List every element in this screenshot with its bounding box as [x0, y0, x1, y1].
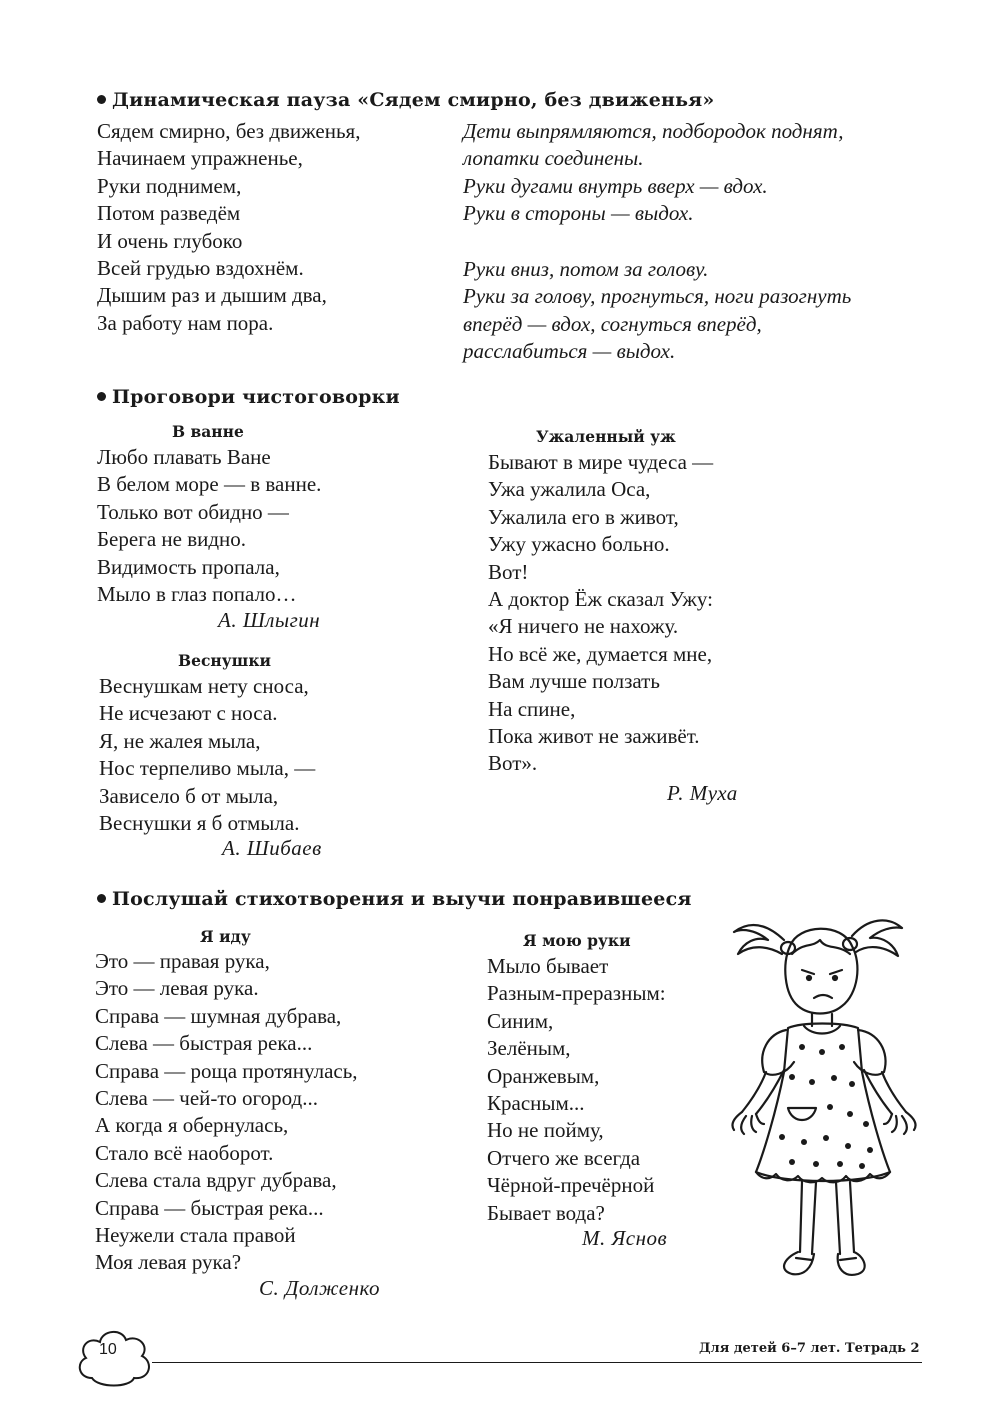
- poem-title-ya-moyu-ruki: Я мою руки: [523, 931, 631, 950]
- text-line: И очень глубоко: [97, 228, 243, 253]
- text-line: Зависело б от мыла,: [99, 783, 279, 808]
- text-line: Руки за голову, прогнуться, ноги разогнуть: [463, 284, 852, 309]
- text-line: Вот!: [488, 559, 529, 584]
- section-title-text: Послушай стихотворения и выучи понравившееся: [112, 888, 692, 910]
- text-line: Дети выпрямляются, подбородок поднят,: [463, 119, 844, 143]
- text-line: Но всё же, думается мне,: [488, 641, 713, 666]
- text-line: Сядем смирно, без движенья,: [97, 119, 361, 143]
- text-line: А когда я обернулась,: [95, 1113, 289, 1138]
- text-line: Справа — быстрая река...: [95, 1195, 324, 1220]
- text-line: Справа — шумная дубрава,: [95, 1003, 342, 1028]
- text-line: Нос терпеливо мыла, —: [99, 756, 316, 781]
- text-line: Веснушкам нету сноса,: [99, 674, 309, 698]
- text-line: Видимость пропала,: [97, 554, 280, 579]
- poem-title-uzhalenny-uzh: Ужаленный уж: [536, 427, 676, 446]
- bullet-icon: [97, 894, 106, 903]
- text-line: Ужу ужасно больно.: [488, 532, 670, 557]
- text-line: А доктор Ёж сказал Ужу:: [488, 587, 713, 612]
- text-line: лопатки соединены.: [463, 146, 644, 171]
- text-line: Синим,: [487, 1008, 554, 1033]
- text-line: Справа — роща протянулась,: [95, 1058, 358, 1083]
- text-line: Веснушки я б отмыла.: [99, 811, 300, 836]
- text-line: Ужа ужалила Оса,: [488, 477, 651, 502]
- text-line: Стало всё наоборот.: [95, 1140, 274, 1165]
- text-line: Руки вниз, потом за голову.: [463, 257, 709, 281]
- section-title-listen-poems: [97, 888, 692, 910]
- text-line: Вот».: [488, 751, 538, 776]
- bullet-icon: [97, 95, 106, 104]
- text-line: Моя левая рука?: [95, 1250, 242, 1275]
- text-line: Мыло в глаз попало…: [97, 582, 297, 607]
- text-line: Не исчезают с носа.: [99, 701, 278, 726]
- text-line: Красным...: [487, 1091, 585, 1116]
- text-line: Всей грудью вздохнём.: [97, 256, 304, 281]
- text-line: расслабиться — выдох.: [463, 339, 676, 364]
- text-line: Любо плавать Ване: [97, 445, 271, 469]
- text-line: Потом разведём: [97, 201, 241, 226]
- text-line: За работу нам пора.: [97, 310, 274, 335]
- poem-title-v-vanne: В ванне: [172, 422, 244, 441]
- text-line: Пока живот не заживёт.: [488, 724, 700, 749]
- text-line: Руки поднимем,: [97, 173, 242, 198]
- text-line: Слева стала вдруг дубрава,: [95, 1168, 337, 1193]
- section-title-tongue-twisters: [97, 386, 400, 408]
- poem-ya-moyu-ruki: [487, 953, 666, 1227]
- text-line: Начинаем упражненье,: [97, 146, 303, 171]
- text-line: «Я ничего не нахожу.: [488, 614, 679, 639]
- section-title-text: Проговори чистоговорки: [112, 386, 400, 408]
- girl-illustration: [712, 902, 942, 1308]
- poem-v-vanne: [97, 444, 321, 608]
- text-line: Только вот обидно —: [97, 499, 289, 524]
- poem-title-vesnushki: Веснушки: [178, 651, 272, 670]
- poem-title-ya-idu: Я иду: [200, 927, 251, 946]
- page-number: 10: [99, 1341, 117, 1358]
- text-line: Дышим раз и дышим два,: [97, 283, 327, 308]
- text-line: Зелёным,: [487, 1036, 571, 1061]
- text-line: Чёрной-пречёрной: [487, 1173, 655, 1198]
- text-line: Мыло бывает: [487, 954, 609, 978]
- text-line: Это — левая рука.: [95, 976, 259, 1001]
- pause-poem-lines: [97, 118, 360, 337]
- section-title-dynamic-pause: [97, 89, 715, 111]
- text-line: На спине,: [488, 696, 576, 721]
- text-line: Ужалила его в живот,: [488, 504, 679, 529]
- text-line: Берега не видно.: [97, 527, 247, 552]
- bullet-icon: [97, 392, 106, 401]
- text-line: Отчего же всегда: [487, 1145, 641, 1170]
- text-line: Вам лучше ползать: [488, 669, 660, 694]
- pause-instructions-a: [463, 118, 844, 228]
- author-shibaev: А. Шибаев: [222, 836, 322, 860]
- text-line: Слева — быстрая река...: [95, 1031, 313, 1056]
- pause-instructions-b: [463, 256, 851, 366]
- author-dolzhenko: С. Долженко: [259, 1276, 381, 1300]
- footer-caption: Для детей 6–7 лет. Тетрадь 2: [699, 1341, 920, 1356]
- text-line: Бывают в мире чудеса —: [488, 450, 714, 474]
- author-shlygin: А. Шлыгин: [218, 608, 321, 632]
- text-line: вперёд — вдох, согнуться вперёд,: [463, 311, 762, 336]
- text-line: Оранжевым,: [487, 1063, 600, 1088]
- section-title-text: Динамическая пауза «Сядем смирно, без движенья»: [112, 89, 715, 111]
- text-line: Разным-преразным:: [487, 981, 666, 1006]
- text-line: Руки дугами внутрь вверх — вдох.: [463, 173, 768, 198]
- author-mukha: Р. Муха: [667, 781, 738, 805]
- text-line: Я, не жалея мыла,: [99, 728, 261, 753]
- text-line: В белом море — в ванне.: [97, 472, 322, 497]
- text-line: Но не пойму,: [487, 1118, 604, 1143]
- text-line: Бывает вода?: [487, 1200, 605, 1225]
- text-line: Руки в стороны — выдох.: [463, 201, 694, 226]
- text-line: Слева — чей-то огород...: [95, 1086, 318, 1111]
- author-yasnov: М. Яснов: [582, 1226, 668, 1250]
- footer-rule: [152, 1362, 922, 1363]
- text-line: Это — правая рука,: [95, 949, 270, 973]
- text-line: Неужели стала правой: [95, 1223, 296, 1248]
- poem-ya-idu: [95, 948, 358, 1277]
- poem-vesnushki: [99, 673, 315, 837]
- poem-uzhalenny-uzh: [488, 449, 713, 778]
